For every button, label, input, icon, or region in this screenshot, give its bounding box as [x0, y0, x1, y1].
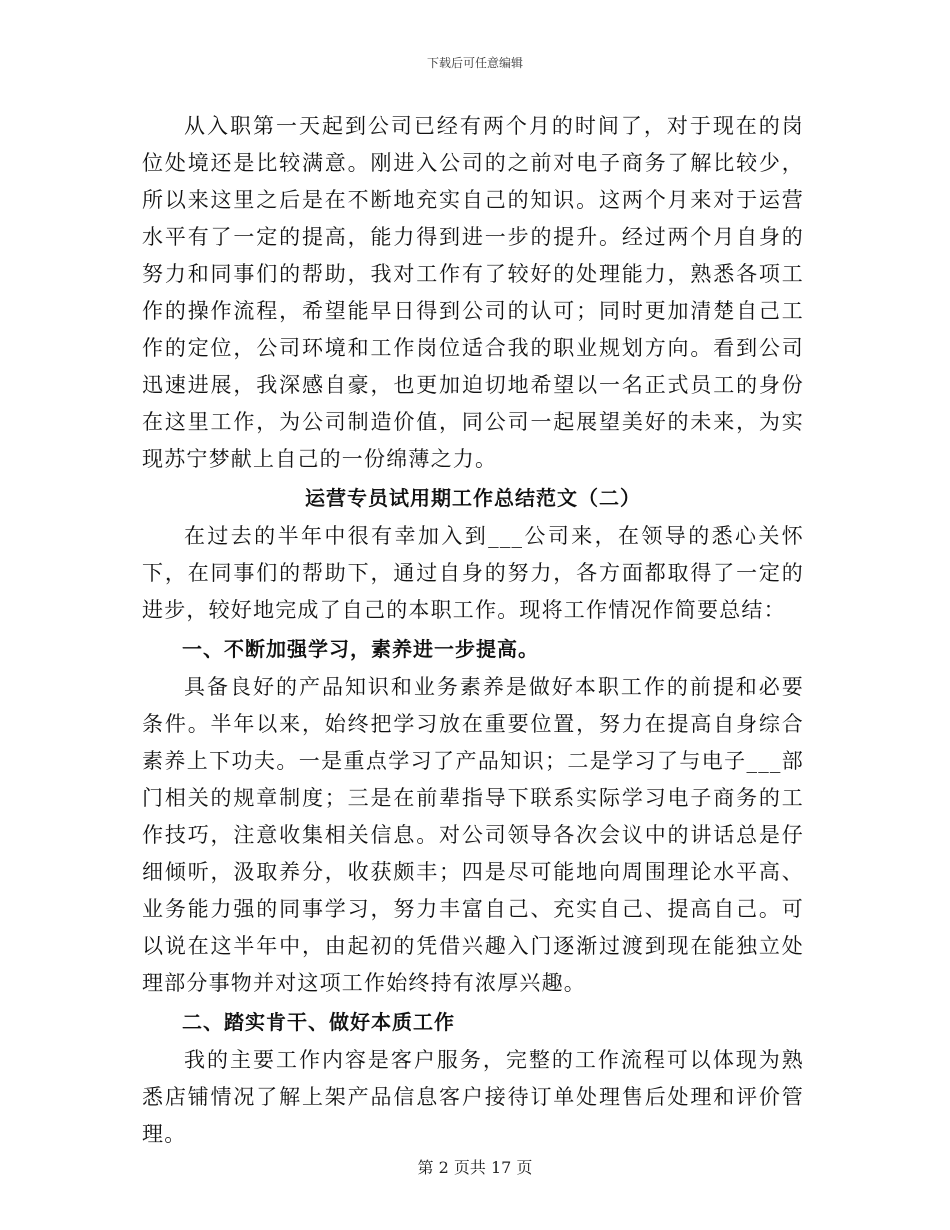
- heading-learning: 一、不断加强学习，素养进一步提高。: [182, 637, 539, 661]
- document-body: [142, 108, 804, 1153]
- header-note: 下载后可任意编辑: [426, 56, 523, 70]
- paragraph-intro: 从入职第一天起到公司已经有两个月的时间了，对于现在的岗位处境还是比较满意。刚进入公司的之前对电子商务了解比较少，所以来这里之后是在不断地充实自己的知识。这两个月来对于运营水平有了一定的提高，能力得到进一步的提升。经过两个月自身的努力和同事们的帮助，我对工作有了较好的处理能力，熟悉各项工作的操作流程，希望能早日得到公司的认可；同时更加清楚自己工作的定位，公司环境和工作岗位适合我的职业规划方向。看到公司迅速进展，我深感自豪，也更加迫切地希望以一名正式员工的身份在这里工作，为公司制造价值，同公司一起展望美好的未来，为实现苏宁梦献上自己的一份绵薄之力。: [142, 114, 804, 471]
- paragraph-overview: 在过去的半年中很有幸加入到___公司来，在领导的悉心关怀下，在同事们的帮助下，通过自身的努力，各方面都取得了一定的进步，较好地完成了自己的本职工作。现将工作情况作简要总结：: [142, 524, 804, 622]
- page-number: 第 2 页共 17 页: [417, 1158, 533, 1177]
- paragraph-work: 我的主要工作内容是客户服务，完整的工作流程可以体现为熟悉店铺情况了解上架产品信息客户接待订单处理售后处理和评价管理。: [142, 1048, 804, 1146]
- paragraph-learning: 具备良好的产品知识和业务素养是做好本职工作的前提和必要条件。半年以来，始终把学习放在重要位置，努力在提高自身综合素养上下功夫。一是重点学习了产品知识；二是学习了与电子___部门相关的规章制度；三是在前辈指导下联系实际学习电子商务的工作技巧，注意收集相关信息。对公司领导各次会议中的讲话总是仔细倾听，汲取养分，收获颇丰；四是尽可能地向周围理论水平高、业务能力强的同事学习，努力丰富自己、充实自己、提高自己。可以说在这半年中，由起初的凭借兴趣入门逐渐过渡到现在能独立处理部分事物并对这项工作始终持有浓厚兴趣。: [142, 675, 804, 995]
- heading-work: 二、踏实肯干、做好本质工作: [182, 1010, 455, 1034]
- section-title: 运营专员试用期工作总结范文（二）: [305, 486, 641, 510]
